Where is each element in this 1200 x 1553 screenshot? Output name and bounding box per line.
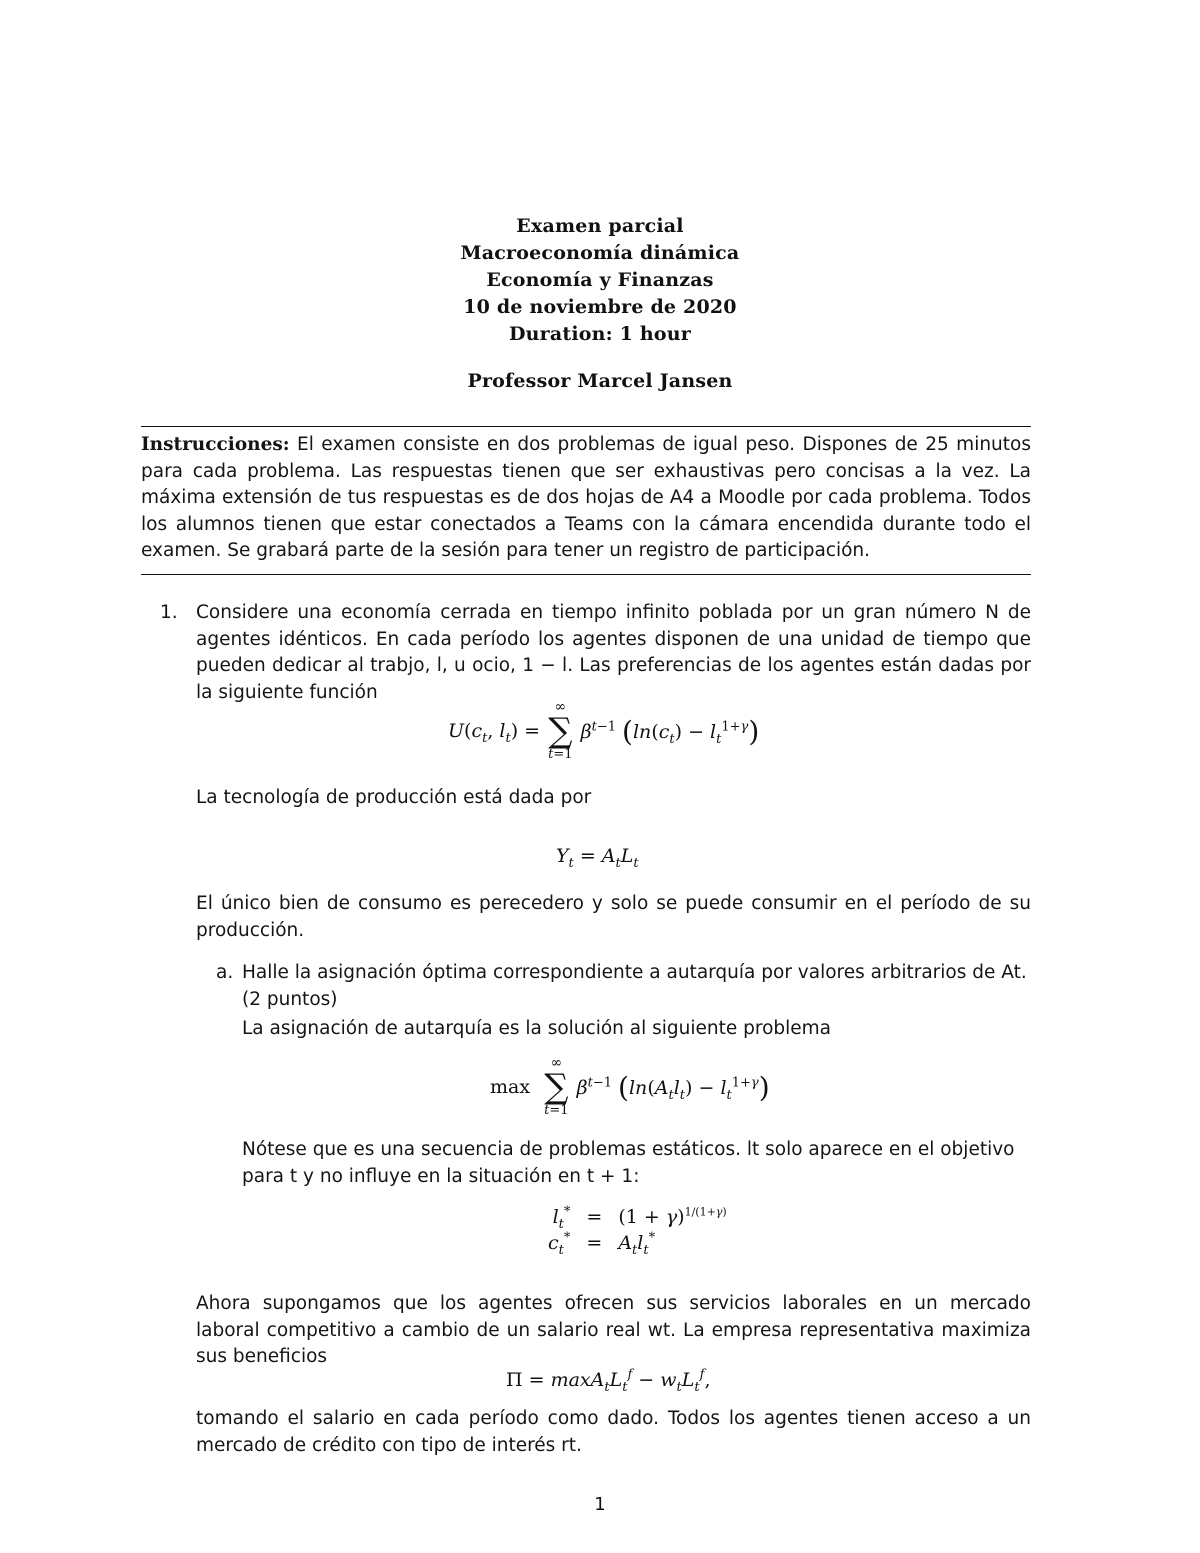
problem-number: 1. (160, 602, 178, 623)
professor-name: Professor Marcel Jansen (467, 370, 733, 392)
part-a-label: a. (216, 962, 234, 983)
utility-equation: $U(c_t$, $l_t$) = ∞ ∑ t=1 $\beta^{t-1}$ $(\ln(c_t) - l_t^{1+\gamma})$ (448, 699, 760, 762)
autarky-max-equation: max ∞ ∑ t=1 $\beta^{t-1}$ $(\ln(A_tl_t) - l_t^{1+\gamma})$ (490, 1055, 770, 1118)
problem-intro: Considere una economía cerrada en tiempo infinito poblada por un gran número N de agentes idénticos. En cada período los agentes disponen de una unidad de tiempo que pueden dedicar al trabjo, l, u ocio, 1 − l. Las preferencias de los agentes están dadas por la siguiente función (196, 602, 1031, 703)
autarky-solution (540, 1204, 735, 1256)
solution-l-lhs: $l_t^*$ (552, 1204, 571, 1232)
part-a-answer-intro: La asignación de autarquía es la solución al siguiente problema (242, 1018, 832, 1039)
tech-intro: La tecnología de producción está dada por (196, 787, 592, 808)
good-text: El único bien de consumo es perecedero y solo se puede consumir en el período de su producción. (196, 893, 1031, 941)
production-equation: $Y_t = A_tL_t$ (556, 845, 639, 871)
exam-date: 10 de noviembre de 2020 (463, 296, 737, 318)
part-a-note-line1: Nótese que es una secuencia de problemas estáticos. lt solo aparece en el objetivo (242, 1139, 1015, 1160)
credit-text: tomando el salario en cada período como dado. Todos los agentes tienen acceso a un mercado de crédito con tipo de interés rt. (196, 1408, 1031, 1456)
exam-duration: Duration: 1 hour (508, 323, 692, 345)
part-a-points: (2 puntos) (242, 989, 338, 1010)
exam-title: Examen parcial (516, 215, 684, 237)
page-number: 1 (594, 1494, 606, 1515)
part-a-note-line2: para t y no influye en la situación en t + 1: (242, 1166, 640, 1187)
part-a-question: Halle la asignación óptima correspondiente a autarquía por valores arbitrarios de At. (242, 962, 1027, 983)
instructions-block (141, 432, 1031, 565)
solution-c-lhs: $c_t^*$ (548, 1230, 571, 1258)
equals-sign: = (586, 1232, 603, 1254)
profit-equation: $\Pi = \max A_tL_t^f - w_tL_t^f$, (506, 1367, 711, 1395)
top-rule (141, 426, 1031, 427)
equals-sign: = (586, 1206, 603, 1228)
market-text: Ahora supongamos que los agentes ofrecen sus servicios laborales en un mercado laboral competitivo a cambio de un salario real wt. La empresa representativa maximiza sus beneficios (196, 1293, 1031, 1367)
solution-l-rhs: $(1 + \gamma)^{1/(1+\gamma)}$ (618, 1205, 727, 1228)
course-title: Macroeconomía dinámica (460, 242, 740, 264)
solution-c-rhs: $A_tl_t^*$ (618, 1230, 656, 1258)
program-title: Economía y Finanzas (486, 269, 714, 291)
bottom-rule (141, 574, 1031, 575)
instructions-text: El examen consiste en dos problemas de igual peso. Dispones de 25 minutos para cada problema. Las respuestas tienen que ser exhaustivas pero concisas a la vez. La máxima extensión de tus respuestas es de dos hojas de A4 a Moodle por cada problema. Todos los alumnos tienen que estar conectados a Teams con la cámara encendida durante todo el examen. Se grabará parte de la sesión para tener un registro de participación. (141, 434, 1031, 561)
instructions-label: Instrucciones: (141, 434, 290, 455)
